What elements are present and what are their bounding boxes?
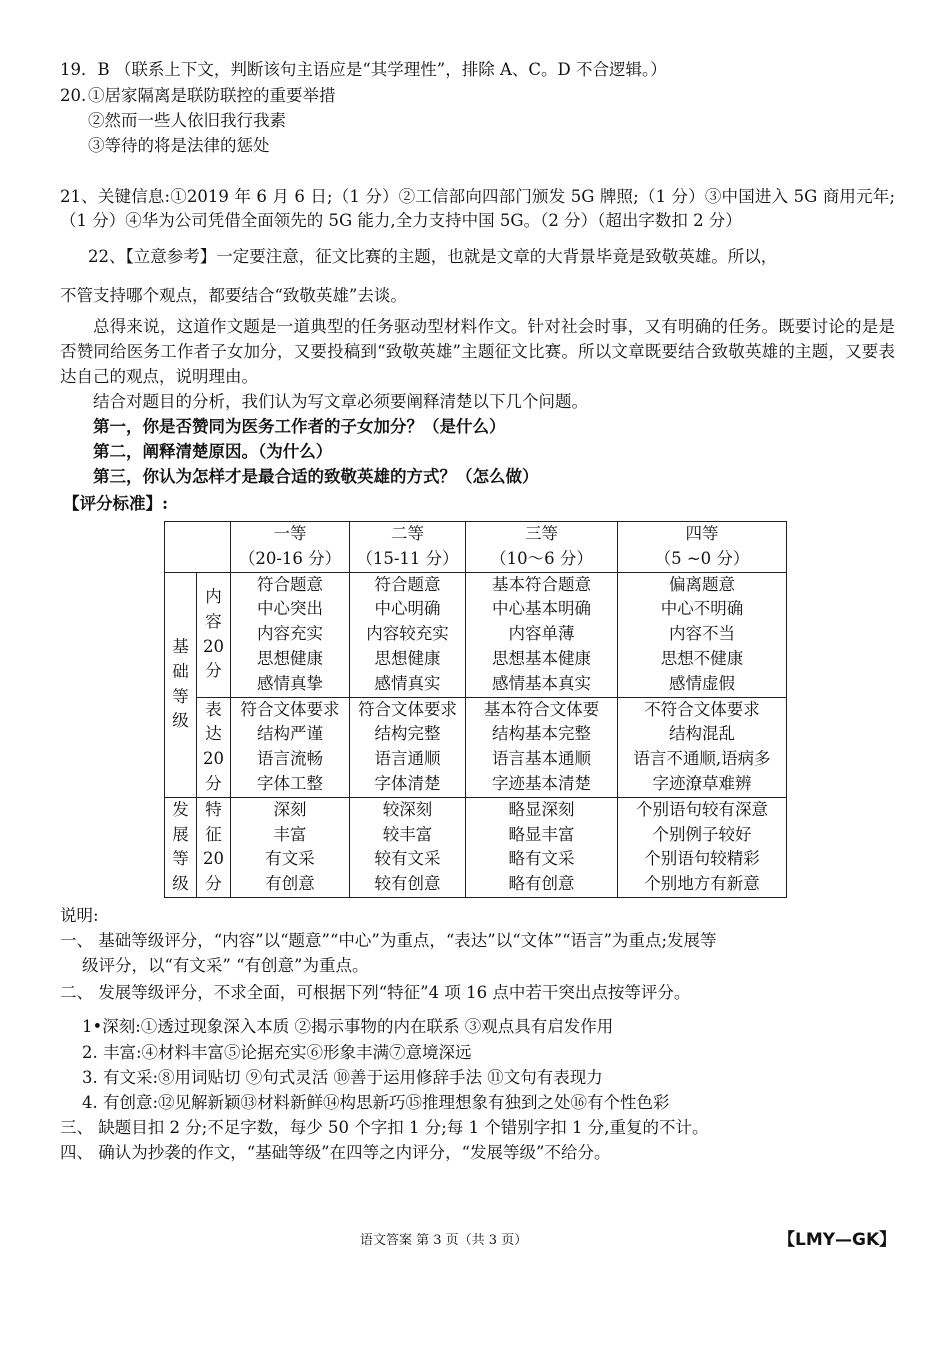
grade-header: 三等 （10～6 分）: [466, 522, 618, 573]
expression-cell: 符合文体要求 结构严谨 语言流畅 字体工整: [231, 697, 350, 797]
grade-header-row: [165, 522, 787, 573]
answer-20-item: ③等待的将是法律的惩处: [88, 136, 270, 155]
expression-row: [165, 697, 787, 797]
answer-22-analysis: 总得来说，这道作文题是一道典型的任务驱动型材料作文。针对社会时事，又有明确的任务。既要讨论的是是否赞同给医务工作者子女加分，又要投稿到“致敬英雄”主题征文比赛。所以文章既要结合致敬英雄的主题，又要表达自己的观点，说明理由。: [60, 317, 895, 386]
grade-header: 一等 （20-16 分）: [231, 522, 350, 573]
document-code: 【LMY—GK】: [778, 1230, 897, 1250]
note-sub-item: 4. 有创意:⑫见解新颖⑬材料新鲜⑭构思新巧⑮推理想象有独到之处⑯有个性色彩: [82, 1093, 670, 1112]
grade-header: 二等 （15-11 分）: [350, 522, 466, 573]
answer-22-intro-cont: 不管支持哪个观点，都要结合“致敬英雄”去谈。: [60, 286, 407, 305]
answer-20-item: ①居家隔离是联防联控的重要举措: [88, 86, 336, 105]
feature-cell: 深刻 丰富 有文采 有创意: [231, 797, 350, 897]
feature-cell: 较深刻 较丰富 较有文采 较有创意: [350, 797, 466, 897]
expression-cell: 不符合文体要求 结构混乱 语言不通顺,语病多 字迹潦草难辨: [618, 697, 787, 797]
content-row: [165, 572, 787, 697]
answer-21: 21、关键信息:①2019 年 6 月 6 日;（1 分）②工信部向四部门颁发 5G 牌照;（1 分）③中国进入 5G 商用元年;（1 分）④华为公司凭借全面领先的 5G 能力,全力支持中国 5G。（2 分）（超出字数扣 2 分）: [60, 187, 895, 230]
note-sub-item: 1•深刻:①透过现象深入本质 ②揭示事物的内在联系 ③观点具有启发作用: [82, 1017, 614, 1036]
content-cell: 偏离题意 中心不明确 内容不当 思想不健康 感情虚假: [618, 572, 787, 697]
page-footer: 语文答案 第 3 页（共 3 页）: [360, 1233, 528, 1248]
note-2: 二、 发展等级评分，不求全面，可根据下列“特征”4 项 16 点中若干突出点按等评分。: [60, 983, 691, 1002]
answer-22-analysis-2: 结合对题目的分析，我们认为写文章必须要阐释清楚以下几个问题。: [93, 392, 588, 411]
development-level-label: 发 展 等 级: [165, 797, 197, 897]
answer-22-intro: 22、【立意参考】一定要注意，征文比赛的主题，也就是文章的大背景毕竟是致敬英雄。所以，: [88, 247, 778, 266]
answer-19: 19．B （联系上下文，判断该句主语应是“其学理性”，排除 A、C。D 不合逻辑。）: [60, 60, 667, 79]
note-4: 四、 确认为抄袭的作文，“基础等级”在四等之内评分，“发展等级”不给分。: [60, 1143, 611, 1162]
key-point-1: 第一，你是否赞同为医务工作者的子女加分？（是什么）: [93, 417, 506, 436]
answer-20-item: ②然而一些人依旧我行我素: [88, 111, 286, 130]
note-3: 三、 缺题目扣 2 分;不足字数，每少 50 个字扣 1 分;每 1 个错别字扣 1 分,重复的不计。: [60, 1118, 709, 1137]
key-point-2: 第二，阐释清楚原因。（为什么）: [93, 442, 333, 461]
feature-row: [165, 797, 787, 897]
scoring-standard-title: 【评分标准】:: [63, 494, 169, 513]
feature-cell: 个别语句较有深意 个别例子较好 个别语句较精彩 个别地方有新意: [618, 797, 787, 897]
key-point-3: 第三，你认为怎样才是最合适的致敬英雄的方式？（怎么做）: [93, 467, 539, 486]
note-sub-item: 3. 有文采:⑧用词贴切 ⑨句式灵活 ⑩善于运用修辞手法 ⑪文句有表现力: [82, 1068, 603, 1087]
note-sub-item: 2. 丰富:④材料丰富⑤论据充实⑥形象丰满⑦意境深远: [82, 1043, 472, 1062]
table-corner: [165, 522, 231, 573]
basic-level-label: 基 础 等 级: [165, 572, 197, 797]
notes-title: 说明:: [60, 906, 99, 925]
note-1: 一、 基础等级评分，“内容”以“题意”“中心”为重点，“表达”以“文体”“语言”为重点;发展等: [60, 931, 717, 950]
grade-header: 四等 （5 ~0 分）: [618, 522, 787, 573]
content-label: 内 容 20 分: [197, 572, 231, 697]
content-cell: 符合题意 中心明确 内容较充实 思想健康 感情真实: [350, 572, 466, 697]
note-1-cont: 级评分，以“有文采” “有创意”为重点。: [82, 956, 369, 975]
expression-cell: 基本符合文体要 结构基本完整 语言基本通顺 字迹基本清楚: [466, 697, 618, 797]
content-cell: 基本符合题意 中心基本明确 内容单薄 思想基本健康 感情基本真实: [466, 572, 618, 697]
answer-20-number: 20.: [60, 86, 87, 105]
feature-label: 特 征 20 分: [197, 797, 231, 897]
feature-cell: 略显深刻 略显丰富 略有文采 略有创意: [466, 797, 618, 897]
expression-cell: 符合文体要求 结构完整 语言通顺 字体清楚: [350, 697, 466, 797]
content-cell: 符合题意 中心突出 内容充实 思想健康 感情真挚: [231, 572, 350, 697]
grading-table: [164, 521, 787, 898]
expression-label: 表 达 20 分: [197, 697, 231, 797]
